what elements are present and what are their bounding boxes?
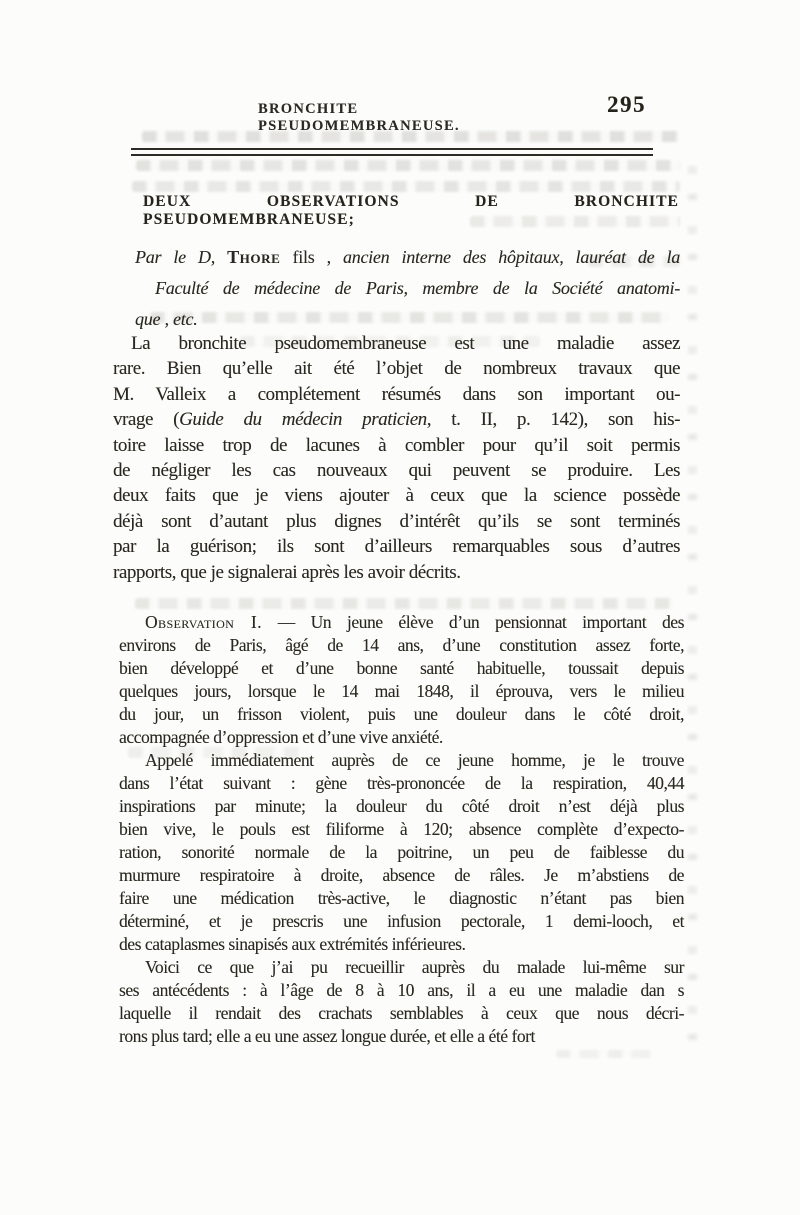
- text-line: dans l’état suivant : gène très-prononcée de la respiration, 40,44: [119, 773, 684, 793]
- observation-label: Observation I.: [145, 612, 262, 632]
- text-line: murmure respiratoire à droite, absence de râles. Je m’abstiens de: [119, 865, 684, 885]
- text-line: bien développé et d’une bonne santé habituelle, toussait depuis: [119, 658, 684, 678]
- byline-mid: fils ,: [280, 247, 343, 267]
- text-line: bien vive, le pouls est filiforme à 120; absence complète d’expecto-: [119, 819, 684, 839]
- text-line: deux faits que je viens ajouter à ceux que la science possède: [113, 485, 680, 507]
- text-line: inspirations par minute; la douleur du côté droit n’est déjà plus: [119, 796, 684, 816]
- text-line: de négliger les cas nouveaux qui peuvent se produire. Les: [113, 459, 680, 481]
- text-line: [113, 407, 680, 432]
- text-line: déterminé, et je prescris une infusion pectorale, 1 demi-looch, et: [119, 911, 684, 931]
- line-segment: — Un jeune élève d’un pensionnat important des: [261, 612, 684, 632]
- text-line: environs de Paris, âgé de 14 ans, d’une constitution assez forte,: [119, 635, 684, 655]
- text-line: ration, sonorité normale de la poitrine, un peu de faiblesse du: [119, 842, 684, 862]
- text-line: faire une médication très-active, le diagnostic n’étant pas bien: [119, 888, 684, 908]
- line-segment: vrage (: [113, 409, 180, 431]
- bleedthrough-artifact: [556, 1050, 652, 1058]
- observation-text: [119, 611, 684, 1048]
- text-line: rare. Bien qu’elle ait été l’objet de nombreux travaux que: [113, 358, 680, 380]
- bleedthrough-artifact: [136, 160, 680, 171]
- author-name: Thore: [227, 247, 281, 267]
- text-line: déjà sont d’autant plus dignes d’intérêt qu’ils se sont terminés: [113, 510, 680, 532]
- page-number: 295: [607, 92, 646, 117]
- byline: [135, 242, 680, 335]
- text-line: La bronchite pseudomembraneuse est une maladie assez: [131, 333, 680, 354]
- running-header-title: BRONCHITE PSEUDOMEMBRANEUSE.: [258, 101, 460, 134]
- text-line: accompagnée d’oppression et d’une vive anxiété.: [119, 727, 443, 747]
- double-rule: [131, 148, 653, 156]
- bleedthrough-artifact: [688, 150, 697, 1040]
- book-title: Guide du médecin praticien: [179, 409, 427, 431]
- text-line: [119, 611, 684, 634]
- text-line: ses antécédents : à l’âge de 8 à 10 ans, il a eu une maladie dan s: [119, 980, 684, 1000]
- text-line: du jour, un frisson violent, puis une douleur dans le côté droit,: [119, 704, 684, 724]
- text-line: des cataplasmes sinapisés aux extrémités inférieures.: [119, 934, 466, 954]
- text-line: Voici ce que j’ai pu recueillir auprès du malade lui-même sur: [145, 957, 684, 977]
- text-line: que , etc.: [135, 309, 198, 329]
- line-segment: , t. II, p. 142), son his-: [426, 409, 680, 431]
- byline-prefix: Par le D,: [135, 247, 228, 267]
- text-line: toire laisse trop de lacunes à combler pour qu’il soit permis: [113, 434, 680, 456]
- byline-rest: ancien interne des hôpitaux, lauréat de la: [342, 247, 680, 267]
- bleedthrough-artifact: [132, 181, 680, 192]
- text-line: [135, 242, 680, 273]
- section-heading: DEUX OBSERVATIONS DE BRONCHITE PSEUDOMEMBRANEUSE;: [143, 193, 679, 228]
- text-line: Faculté de médecine de Paris, membre de la Société anatomi-: [155, 278, 680, 298]
- bleedthrough-artifact: [135, 598, 675, 609]
- intro-paragraph: [113, 331, 680, 585]
- text-line: M. Valleix a complétement résumés dans son important ou-: [113, 383, 680, 405]
- text-line: quelques jours, lorsque le 14 mai 1848, il éprouva, vers le milieu: [119, 681, 684, 701]
- text-line: par la guérison; ils sont d’ailleurs remarquables sous d’autres: [113, 536, 680, 558]
- text-line: rons plus tard; elle a eu une assez longue durée, et elle a été fort: [119, 1026, 535, 1046]
- text-line: laquelle il rendait des crachats semblables à ceux que nous décri-: [119, 1003, 684, 1023]
- text-line: Appelé immédiatement auprès de ce jeune homme, je le trouve: [145, 750, 684, 770]
- text-line: rapports, que je signalerai après les avoir décrits.: [113, 561, 461, 583]
